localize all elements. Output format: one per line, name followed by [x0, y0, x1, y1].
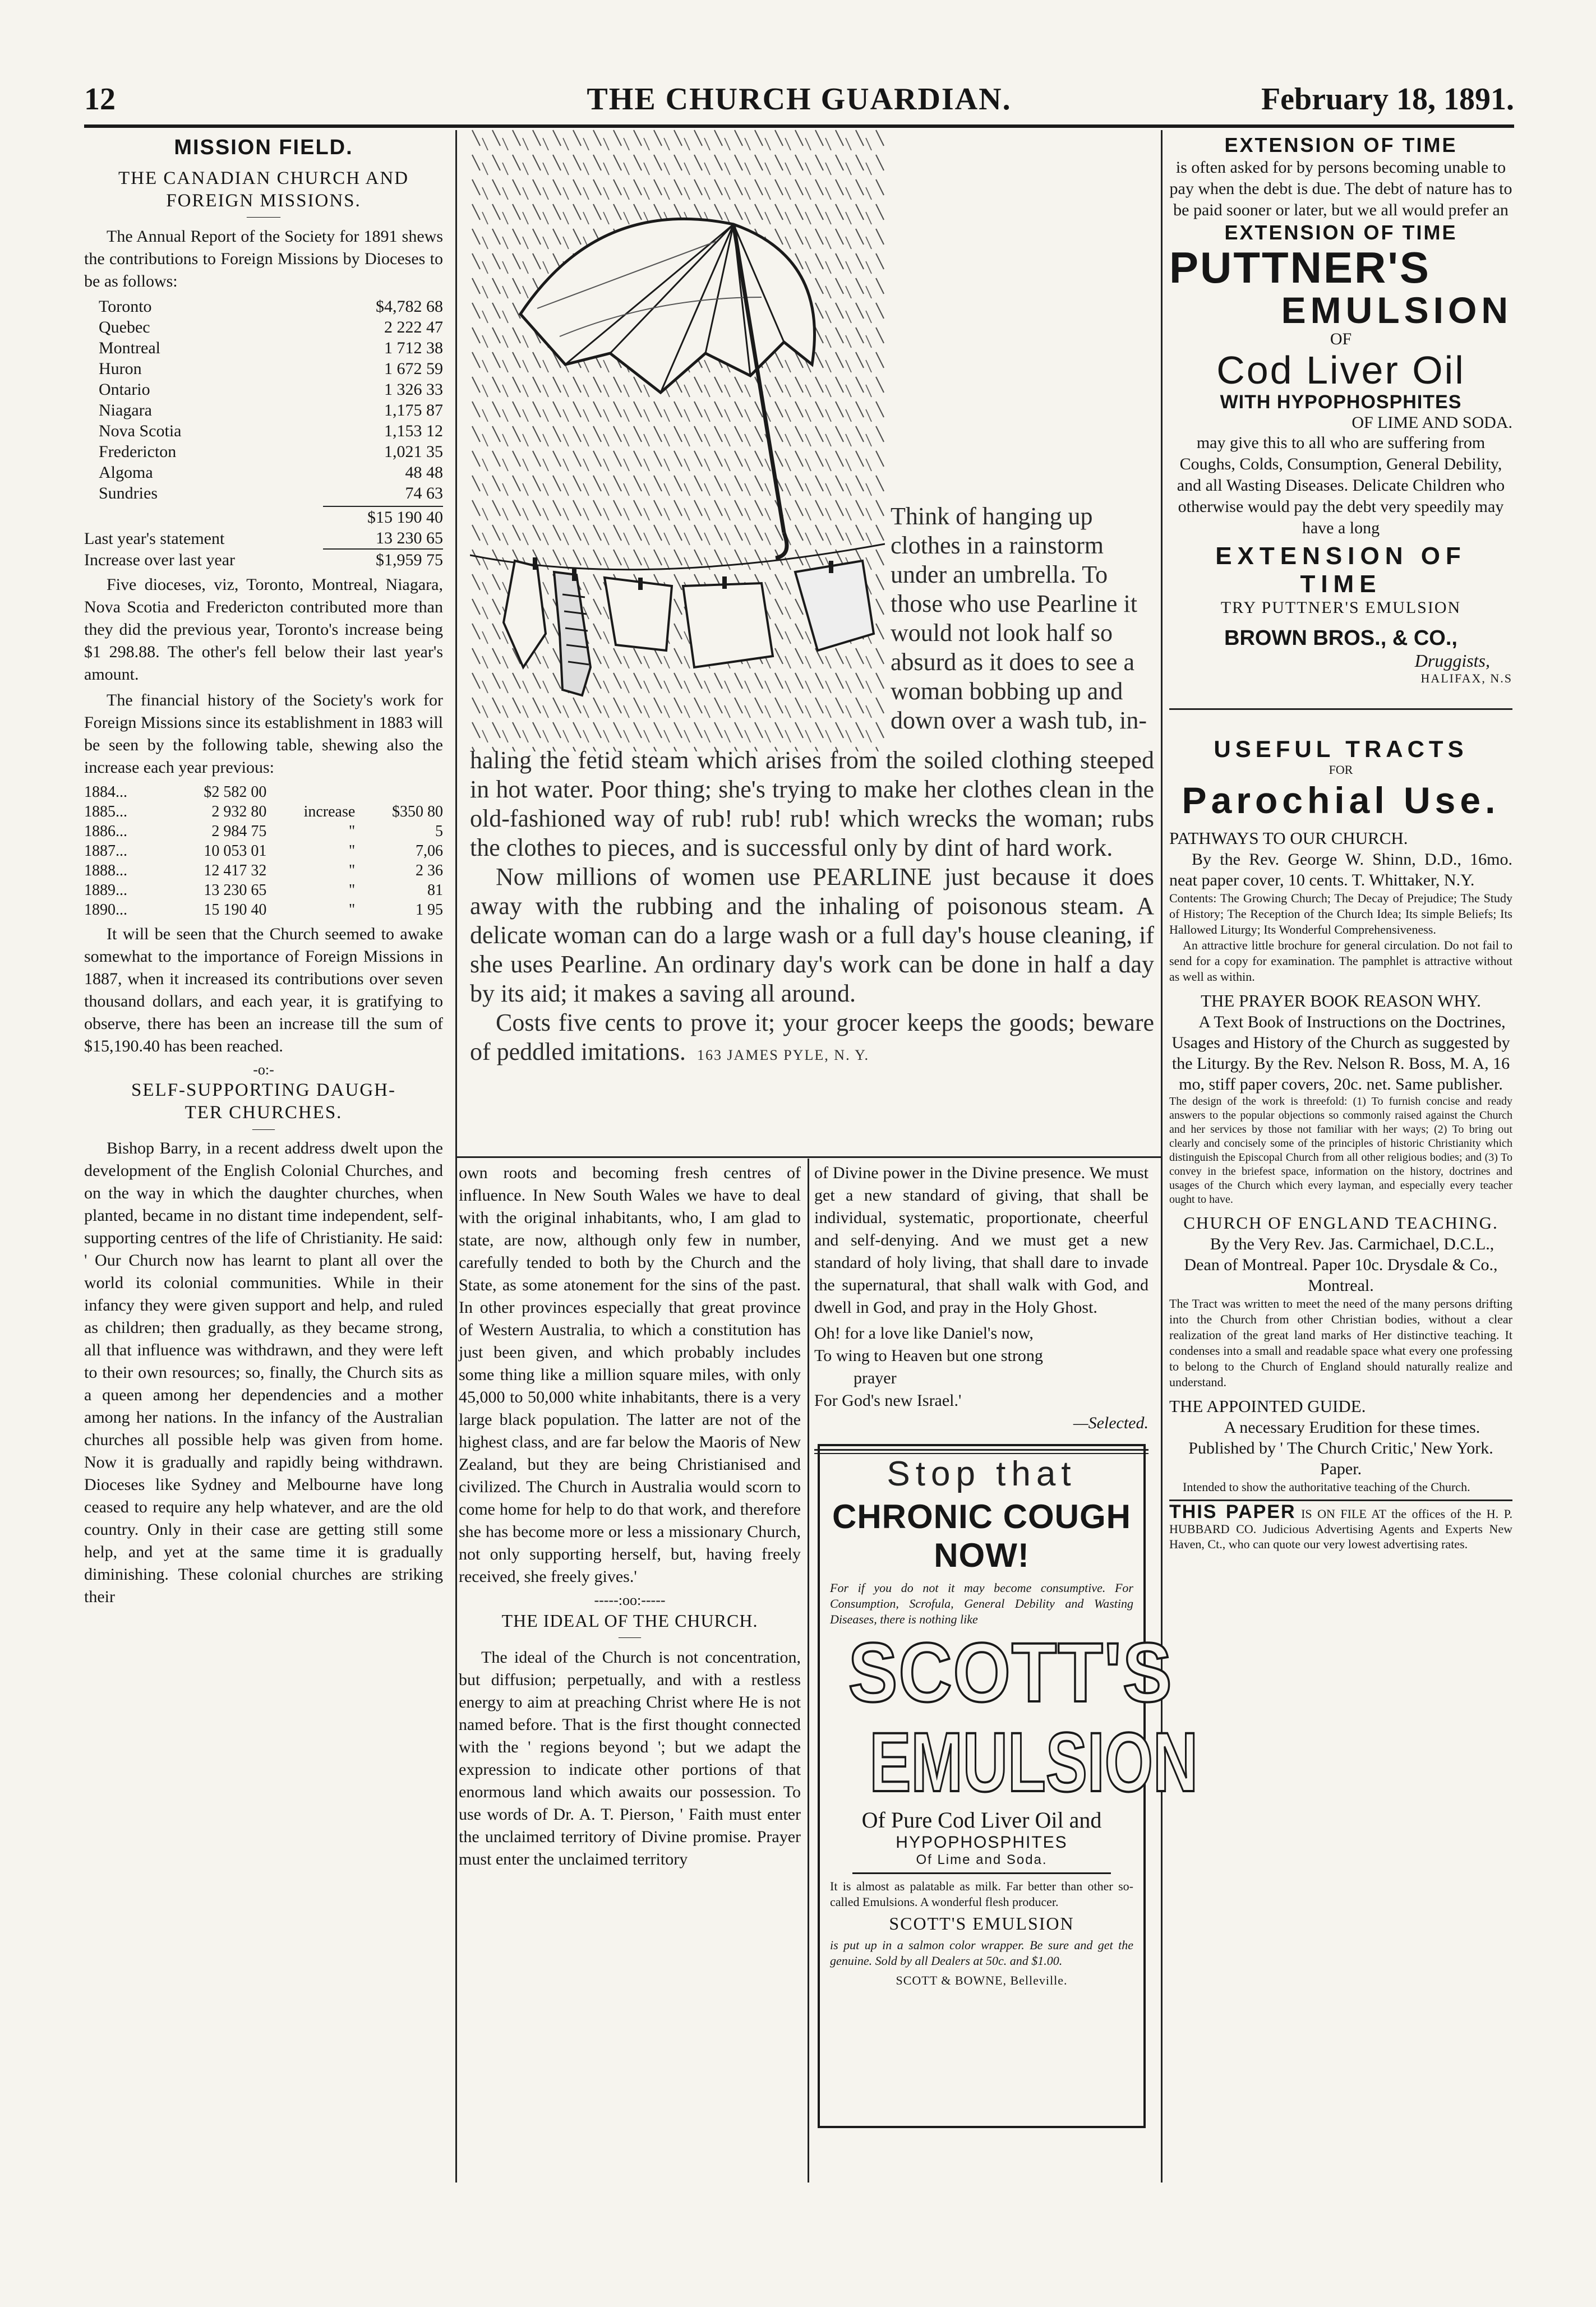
contributions-row: [84, 400, 443, 421]
ad-product: OF LIME AND SODA.: [1351, 413, 1512, 432]
masthead: [84, 81, 1514, 121]
paragraph: It will be seen that the Church seemed to awake somewhat to the importance of Foreign Missions in 1887, when it increased its contributions over seven thousand dollars, and each year, it is gratifying to observe, there has been an increase till the sum of $15,190.40 has been reached.: [84, 925, 443, 1055]
separator: -o:-: [253, 1062, 274, 1078]
paragraph: The ideal of the Church is not concentration, but diffusion; perpetually, and with a restless energy to aim at preaching Christ where He is not named before. That is the first thought connected with the ' regions beyond '; but we adapt the expression to indicate other portions of that enormous land which awaits our possession. To use words of Dr. A. T. Pierson, ' Faith must enter the unclaimed territory of Divine promise. Prayer must enter the unclaimed territory: [459, 1648, 801, 1868]
ad-product: WITH HYPOPHOSPHITES: [1220, 391, 1462, 413]
increase-word: ": [348, 901, 356, 919]
increase-amount: [355, 782, 443, 802]
article-title: THE IDEAL OF THE CHURCH.: [501, 1611, 758, 1631]
diocese-name: Ontario: [99, 380, 150, 399]
ad-headline: Parochial Use.: [1182, 779, 1500, 821]
tract-description: A necessary Erudition for these times. Published by ' The Church Critic,' New York. Paper.: [1188, 1418, 1493, 1478]
ad-product: Of Lime and Soda.: [916, 1852, 1048, 1867]
ad-maker: SCOTT & BOWNE, Belleville.: [896, 1973, 1068, 1987]
ad-text: may give this to all who are suffering from Coughs, Colds, Consumption, General Debility, and all Wasting Diseases. Delicate Children who otherwise would pay the debt very speedily may have a long: [1177, 433, 1505, 537]
diocese-amount: 48 48: [405, 463, 443, 482]
yearly-row: [84, 841, 443, 861]
verse-line: To wing to Heaven but one strong: [814, 1346, 1043, 1365]
contributions-row: [84, 358, 443, 379]
filing-notice-text: IS ON FILE AT the offices of the H. P. HUBBARD CO. Judicious Advertising Agents and Experts New Haven, Ct., who can quote our very lowest advertising rates.: [1169, 1507, 1513, 1551]
ad-brand: [869, 1715, 1198, 1809]
diocese-name: Quebec: [99, 318, 150, 336]
ad-text: is often asked for by persons becoming unable to pay when the debt is due. The debt of nature has to be paid sooner or later, but we all would prefer an: [1169, 158, 1512, 219]
section-title: MISSION FIELD.: [174, 136, 353, 159]
contributions-row: [84, 462, 443, 483]
contributions-row: [84, 379, 443, 400]
year-total: 13 230 65: [204, 882, 267, 899]
ad-advertiser: BROWN BROS., & CO.,: [1224, 626, 1457, 650]
pearline-signature: 163 JAMES PYLE, N. Y.: [696, 1047, 870, 1063]
tract-description: By the Rev. George W. Shinn, D.D., 16mo. neat paper cover, 10 cents. T. Whittaker, N.Y.: [1169, 850, 1512, 889]
year-total: 2 932 80: [211, 803, 267, 820]
right-column: [1169, 133, 1512, 1552]
tract-title: CHURCH OF ENGLAND TEACHING.: [1183, 1213, 1498, 1233]
tract-title: PATHWAYS TO OUR CHURCH.: [1169, 828, 1408, 848]
tract-title: THE PRAYER BOOK REASON WHY.: [1201, 991, 1481, 1011]
yearly-row: [84, 880, 443, 900]
year-label: 1886...: [84, 823, 127, 840]
diocese-name: Algoma: [99, 463, 153, 482]
masthead-rule: [84, 124, 1514, 128]
paragraph: Bishop Barry, in a recent address dwelt upon the development of the English Colonial Churches, and on the way in which the daughter churches, when planted, became in no distant time independent, self-supporting centres of the life of Christianity. He said: ' Our Church now has learnt to plant all over the world its colonial communities. While in their infancy they were given support and help, and ruled as children; then gradually, as they became strong, all that influence was withdrawn, and they were left to their own resources; so, finally, the Church sits as a queen among her dependencies and a mother among her nations. In the infancy of the Australian churches all possible help was given from home. Now it is gradually and rapidly being withdrawn. Dioceses like Sydney and Melbourne have long ceased to require any help whatever, and are the old country. Only in their case are getting still some help, and yet at the same time it is gradually diminishing. These colonial churches are striking their: [84, 1139, 443, 1606]
umbrella-illustration: [470, 129, 885, 751]
ad-brand: PUTTNER'S: [1169, 243, 1431, 292]
year-label: 1885...: [84, 803, 127, 820]
diocese-amount: 1,175 87: [384, 401, 443, 419]
diocese-name: Montreal: [99, 339, 160, 357]
pearline-advert: [470, 129, 1157, 1155]
year-label: 1888...: [84, 862, 127, 879]
divider: ——: [252, 1123, 275, 1135]
ad-headline: Stop that: [887, 1455, 1077, 1493]
divider: ———: [247, 210, 280, 223]
ad-text: OF: [1330, 330, 1352, 348]
year-total: 2 984 75: [211, 823, 267, 840]
diocese-name: Fredericton: [99, 442, 177, 461]
tract-description: A Text Book of Instructions on the Doctrines, Usages and History of the Church as suggested by the Liturgy. By the Rev. Nelson R. Boss, M. A, 16 mo, stiff paper covers, 20c. net. Same publisher.: [1171, 1013, 1510, 1093]
contributions-row: [84, 441, 443, 462]
contributions-row: [84, 317, 443, 338]
ad-brand-text: EMULSION: [869, 1715, 1198, 1809]
paragraph: The Annual Report of the Society for 1891 shews the contributions to Foreign Missions by Dioceses to be as follows:: [84, 227, 443, 290]
last-year-value: 13 230 65: [323, 528, 443, 549]
contributions-row: [84, 296, 443, 317]
total-label: [84, 506, 323, 528]
yearly-row: [84, 822, 443, 841]
increase-value: $1,959 75: [376, 551, 443, 569]
year-label: 1889...: [84, 882, 127, 899]
scotts-emulsion-advert: [818, 1444, 1198, 2128]
pearline-body: [470, 746, 1154, 1070]
diocese-amount: 1 326 33: [384, 380, 443, 399]
column-rule-3: [1161, 130, 1163, 2183]
ad-headline: CHRONIC COUGH NOW!: [832, 1498, 1131, 1574]
contributions-row: [84, 421, 443, 441]
column-2: [459, 1162, 801, 1874]
increase-amount: 1 95: [416, 901, 443, 919]
increase-amount: $350 80: [392, 803, 443, 820]
ad-product: HYPOPHOSPHITES: [896, 1833, 1068, 1852]
column-3: [814, 1162, 1148, 1454]
separator: -----:oo:-----: [594, 1592, 666, 1608]
year-total: 10 053 01: [204, 842, 267, 860]
increase-word: [266, 782, 355, 802]
ad-text: is put up in a salmon color wrapper. Be sure and get the genuine. Sold by all Dealers at 50c. and $1.00.: [830, 1938, 1133, 1968]
diocese-amount: $4,782 68: [376, 297, 443, 316]
pearline-closing: Costs five cents to prove it; your grocer keeps the goods; beware of peddled imitations.: [470, 1009, 1154, 1065]
paragraph: The financial history of the Society's work for Foreign Missions since its establishment in 1883 will be seen by the following table, shewing also the increase each year previous:: [84, 691, 443, 777]
ad-text: TRY PUTTNER'S EMULSION: [1220, 598, 1461, 617]
ad-headline: EXTENSION OF TIME: [1215, 542, 1466, 598]
diocese-amount: 1 672 59: [384, 359, 443, 378]
ad-brand: [848, 1625, 1173, 1719]
diocese-amount: 2 222 47: [384, 318, 443, 336]
year-total: $2 582 00: [204, 783, 267, 801]
tract-title: THE APPOINTED GUIDE.: [1169, 1396, 1366, 1416]
tract-description: By the Very Rev. Jas. Carmichael, D.C.L., Dean of Montreal. Paper 10c. Drysdale & Co., Montreal.: [1184, 1235, 1498, 1295]
filing-notice-title: THIS PAPER: [1169, 1501, 1296, 1522]
article-title: THE CANADIAN CHURCH AND: [118, 168, 409, 188]
tract-note: The design of the work is threefold: (1) To furnish concise and ready answers to the popular objections so commonly raised against the Church and her services by those not familiar with her ways; (2) To bring out clearly and concisely some of the principles of historic Christianity which distinguish the Episcopal Church from all other religious bodies; and (3) To convey in the briefest space, information on the history, doctrines and usages of the Church which every layman, and especially every teacher ought to have.: [1169, 1095, 1512, 1206]
increase-amount: 5: [435, 823, 443, 840]
verse-line: Oh! for a love like Daniel's now,: [814, 1324, 1034, 1342]
yearly-row: [84, 782, 443, 802]
contributions-totals: [84, 506, 443, 570]
yearly-row: [84, 861, 443, 880]
divider-rule: [1169, 708, 1512, 710]
pearline-side-text: Think of hanging up clothes in a rainstorm under an umbrella. To those who use Pearline it would not look half so absurd as it does to see a woman bobbing up and down over a wash tub, in-: [891, 502, 1147, 734]
page-number: 12: [84, 82, 116, 117]
contributions-table: [84, 296, 443, 504]
ad-brand: EMULSION: [1281, 289, 1512, 331]
diocese-name: Huron: [99, 359, 142, 378]
divider: ——: [619, 1631, 641, 1643]
contributions-row: [84, 483, 443, 504]
issue-date: February 18, 1891.: [1261, 82, 1514, 117]
year-label: 1887...: [84, 842, 127, 860]
increase-amount: 2 36: [416, 862, 443, 879]
increase-amount: 7,06: [416, 842, 443, 860]
ad-brand-text: SCOTT'S: [848, 1625, 1173, 1719]
increase-word: increase: [303, 803, 356, 820]
ad-headline: EXTENSION OF TIME: [1224, 133, 1457, 156]
tract-note: An attractive little brochure for general circulation. Do not fail to send for a copy for examination. The pamphlet is attractive without as well as within.: [1169, 938, 1512, 984]
increase-amount: 81: [427, 882, 443, 899]
yearly-row: [84, 900, 443, 920]
filing-notice: [1169, 1501, 1513, 1552]
last-year-label: Last year's statement: [84, 529, 225, 548]
attribution: —Selected.: [1073, 1414, 1148, 1432]
column-1: [84, 133, 443, 1612]
yearly-table: [84, 782, 443, 920]
diocese-amount: 74 63: [405, 484, 443, 502]
ad-product: Of Pure Cod Liver Oil and: [861, 1807, 1102, 1833]
divider-rule: [852, 1872, 1111, 1874]
increase-label: Increase over last year: [84, 550, 236, 569]
ad-text: FOR: [1329, 763, 1353, 777]
ad-product: Cod Liver Oil: [1216, 348, 1465, 392]
ad-advertiser: HALIFAX, N.S: [1420, 671, 1512, 685]
diocese-amount: 1 712 38: [384, 339, 443, 357]
increase-word: ": [348, 862, 356, 879]
total-value: $15 190 40: [323, 506, 443, 528]
verse-line: prayer: [854, 1369, 897, 1387]
article-title-line-2: TER CHURCHES.: [184, 1102, 343, 1123]
year-total: 15 190 40: [204, 901, 267, 919]
increase-word: ": [348, 882, 356, 899]
increase-word: ": [348, 823, 356, 840]
paper-name: THE CHURCH GUARDIAN.: [587, 82, 1012, 117]
diocese-amount: 1,153 12: [384, 422, 443, 440]
article-title-line-2: FOREIGN MISSIONS.: [166, 191, 361, 211]
diocese-amount: 1,021 35: [384, 442, 443, 461]
ad-headline: EXTENSION OF TIME: [1224, 221, 1457, 244]
article-title: SELF-SUPPORTING DAUGH-: [131, 1080, 396, 1100]
diocese-name: Niagara: [99, 401, 152, 419]
ad-headline: USEFUL TRACTS: [1214, 736, 1468, 762]
yearly-row: [84, 802, 443, 822]
ad-text: It is almost as palatable as milk. Far better than other so-called Emulsions. A wonderful flesh producer.: [830, 1879, 1133, 1909]
ad-advertiser: Druggists,: [1414, 650, 1490, 671]
ad-text: For if you do not it may become consumptive. For Consumption, Scrofula, General Debility and Wasting Diseases, there is nothing like: [830, 1581, 1133, 1626]
contributions-row: [84, 338, 443, 358]
paragraph: Five dioceses, viz, Toronto, Montreal, Niagara, Nova Scotia and Fredericton contributed more than they did the previous year, Toronto's increase being $1 298.88. The other's fell below their last year's amount.: [84, 575, 443, 684]
tract-contents: Contents: The Growing Church; The Decay of Prejudice; The Study of History; The Reception of the Church Idea; Its simple Beliefs; Its Hallowed Liturgy; Its Wonderful Comprehensiveness.: [1169, 891, 1512, 936]
increase-word: ": [348, 842, 356, 860]
tract-note: Intended to show the authoritative teaching of the Church.: [1183, 1480, 1470, 1494]
diocese-name: Nova Scotia: [99, 422, 182, 440]
ad-bottom-rule: [456, 1156, 1161, 1158]
column-rule-2: [808, 1159, 809, 2183]
year-total: 12 417 32: [204, 862, 267, 879]
diocese-name: Toronto: [99, 297, 152, 316]
ad-product: SCOTT'S EMULSION: [889, 1913, 1074, 1934]
pearline-paragraph: Now millions of women use PEARLINE just because it does away with the rubbing and the inhaling of poisonous steam. A delicate woman can do a large wash or a full day's house cleaning, if she uses Pearline. An ordinary day's work can be done in half a day by its aid; it makes a saving all around.: [470, 863, 1154, 1007]
paragraph: own roots and becoming fresh centres of influence. In New South Wales we have to deal with the original inhabitants, who, I am glad to state, are now, although only few in number, carefully tended to both by the Church and the State, as some atonement for the sins of the past. In other provinces especially that great province of Western Australia, to which a constitution has just been given, and which probably includes some thing like a million square miles, with only 45,000 to 50,000 white inhabitants, there is a very large black population. The latter are not of the highest class, and are far below the Maoris of New Zealand, but they are being Christianised and civilized. The Church in Australia would scorn to come home for help to do that work, and therefore she has become more or less a missionary Church, not only supporting herself, but, having freely received, she freely gives.': [459, 1164, 801, 1586]
pearline-paragraph: haling the fetid steam which arises from the soiled clothing steeped in hot water. Poor thing; she's trying to make her clothes clean in the old-fashioned way of rub! rub! rub! which wrecks the woman; rubs the clothes to pieces, and is successful only by dint of hard work.: [470, 746, 1154, 861]
year-label: 1884...: [84, 783, 127, 801]
paragraph: of Divine power in the Divine presence. We must get a new standard of giving, that shall be individual, systematic, proportionate, cheerful and self-denying. And we must get a new standard of holy living, that shall dare to invade the supernatural, that shall walk with God, and dwell in God, and pray in the Holy Ghost.: [814, 1164, 1148, 1317]
verse-line: For God's new Israel.': [814, 1391, 962, 1410]
pearline-paragraph: [470, 1008, 1154, 1070]
year-label: 1890...: [84, 901, 127, 919]
diocese-name: Sundries: [99, 484, 158, 502]
tract-note: The Tract was written to meet the need of the many persons drifting into the Church from other Christian bodies, without a clear realization of the great land marks of Her distinctive teaching. It condenses into a small and readable space what every one professing to belong to the Church of England should naturally realize and understand.: [1169, 1296, 1512, 1389]
